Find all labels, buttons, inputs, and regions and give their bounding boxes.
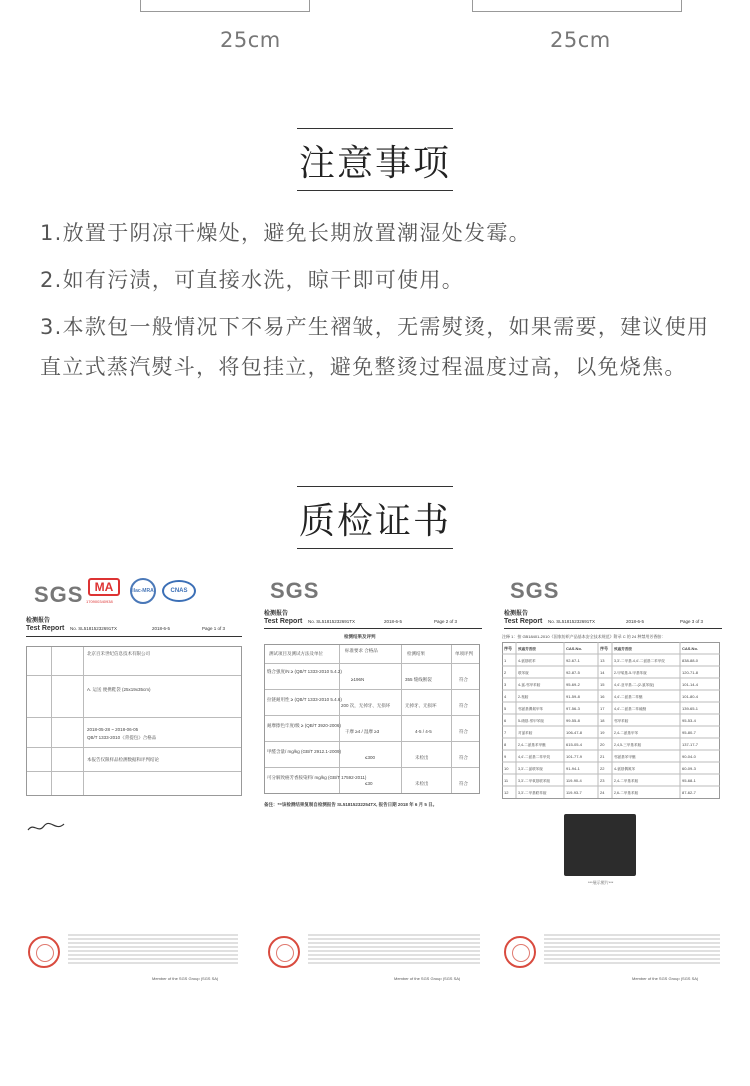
certificate-page-2 — [264, 570, 488, 990]
amine-cell: 2,4-二氨基甲苯 — [614, 731, 639, 735]
table-row — [265, 741, 479, 742]
amine-cell: 12 — [504, 790, 509, 795]
amine-cell: 95-69-2 — [566, 682, 580, 687]
amine-cell: 2-萘胺 — [518, 695, 529, 699]
amine-cell: 邻氨基偶氮甲苯 — [518, 707, 544, 711]
amine-table-note: 注释 1：按 GB18401-2010《国家纺织产品基本安全技术规范》附录 C 的 24 种禁用芳香胺： — [502, 634, 666, 639]
row-2-result: 无掉牙、无损坏 — [405, 703, 437, 708]
report-title-cn: 检测报告 — [264, 611, 289, 617]
report-title-en: Test Report — [264, 618, 303, 625]
table-col — [83, 647, 84, 795]
dimension-bracket-right — [472, 0, 682, 12]
amine-table — [502, 642, 720, 802]
table-row — [265, 767, 479, 768]
dimension-label-right: 25cm — [550, 28, 611, 52]
cert-title: 质检证书 — [297, 486, 453, 549]
table-col — [339, 645, 340, 793]
table-row — [27, 771, 241, 772]
amine-col-header: CAS.No. — [566, 646, 582, 651]
amine-cell: 4,4'-二氨基二苯甲烷 — [518, 755, 551, 759]
amine-cell: 8 — [504, 742, 507, 747]
row-4-result: 未检出 — [415, 755, 429, 760]
row-3-item: 耐摩擦色牢度/级 ≥ (QB/T 3920-2006) — [267, 723, 341, 728]
row-5-verdict: 符合 — [459, 781, 468, 786]
amine-col-header: 致癌芳香胺 — [614, 647, 632, 651]
table-col — [51, 647, 52, 795]
member-footer: Member of the SGS Group (SGS SA) — [152, 976, 219, 981]
amine-cell: 119-93-7 — [566, 790, 582, 795]
amine-cell: 99-55-8 — [566, 718, 580, 723]
amine-cell: 95-53-4 — [682, 718, 696, 723]
sgs-logo: SGS — [270, 578, 320, 603]
amine-cell: 106-47-8 — [566, 730, 583, 735]
amine-cell: 21 — [600, 754, 605, 759]
note-item-2: 2.如有污渍，可直接水洗，晾干即可使用。 — [40, 268, 465, 292]
report-date: 2018-6-5 — [384, 619, 403, 624]
amine-cell: 5 — [504, 706, 507, 711]
report-date: 2018-6-5 — [152, 626, 171, 631]
amine-cell: 5-硝基-邻甲苯胺 — [518, 719, 544, 723]
row-5-result: 未检出 — [415, 781, 429, 786]
amine-cell: 19 — [600, 730, 605, 735]
fine-print — [544, 934, 720, 966]
row-2-req: 200 次，无掉牙、无损坏 — [341, 703, 391, 708]
amine-cell: 3,3'-二甲基联苯胺 — [518, 791, 547, 795]
report-date: 2018-6-5 — [626, 619, 645, 624]
amine-cell: 615-05-4 — [566, 742, 583, 747]
amine-cell: 2,4-二甲基苯胺 — [614, 779, 639, 783]
amine-cell: 97-56-3 — [566, 706, 580, 711]
table-row — [27, 717, 241, 718]
report-note: 备注：*=该检测结果复制自检测报告 SL51815232254TX, 报告日期 2018 年 6 月 5 日。 — [264, 802, 438, 807]
row-3-result: 4-5 / 4-5 — [415, 729, 432, 734]
sample-value: A. 运送 便携鞋袋 (25x19x35cm) — [87, 687, 151, 692]
col-header-req: 标准要求 合格品 — [345, 648, 378, 653]
amine-cell: 9 — [504, 754, 507, 759]
table-row — [27, 747, 241, 748]
amine-cell: 3 — [504, 682, 507, 687]
amine-cell: 7 — [504, 730, 507, 735]
amine-cell: 20 — [600, 742, 605, 747]
amine-cell: 4 — [504, 694, 507, 699]
notes-title-wrap — [0, 128, 750, 191]
report-page: Page 2 of 3 — [434, 619, 458, 624]
results-table-title: 检测结果及评判 — [344, 634, 376, 639]
row-2-verdict: 符合 — [459, 703, 468, 708]
amine-cell: 4-氨基联苯 — [518, 659, 536, 663]
note-item-1: 1.放置于阴凉干燥处，避免长期放置潮湿处发霉。 — [40, 221, 531, 245]
amine-cell: 101-14-4 — [682, 682, 699, 687]
amine-cell: 838-88-0 — [682, 658, 699, 663]
report-no: No. SL51815232691TX — [308, 619, 356, 624]
red-stamp — [28, 936, 60, 968]
amine-cell: 对氯苯胺 — [518, 731, 533, 735]
report-title-en: Test Report — [504, 618, 543, 625]
certificate-page-3 — [500, 570, 726, 990]
amine-col-header: 序号 — [504, 646, 512, 651]
amine-cell: 90-04-0 — [682, 754, 696, 759]
amine-cell: 14 — [600, 670, 605, 675]
red-stamp — [504, 936, 536, 968]
product-photo — [564, 814, 636, 876]
cnas-logo: CNAS — [162, 580, 196, 602]
dimension-label-left: 25cm — [220, 28, 281, 52]
row-1-item: 缝合强度/N ≥ (QB/T 1333-2010 5.4.2) — [267, 669, 342, 674]
amine-cell: 18 — [600, 718, 605, 723]
fine-print — [308, 934, 480, 966]
applicant-value: 北京百禾世纪信息技术有限公司 — [87, 651, 150, 656]
amine-cell: 119-90-4 — [566, 778, 582, 783]
amine-cell: 4-氯-邻甲苯胺 — [518, 683, 541, 687]
amine-cell: 3,3'-二甲基-4,4'-二氨基二苯甲烷 — [614, 659, 665, 663]
results-table — [264, 644, 480, 794]
amine-cell: 6 — [504, 718, 507, 723]
amine-cell: 91-59-8 — [566, 694, 580, 699]
amine-cell: 92-67-1 — [566, 658, 580, 663]
amine-cell: 联苯胺 — [518, 671, 529, 675]
table-row — [265, 663, 479, 664]
row-5-item: 可分解致癌芳香胺染料/ mg/kg (GB/T 17592-2011) — [267, 775, 367, 780]
amine-cell: 2,4,5-三甲基苯胺 — [614, 743, 642, 747]
amine-cell: 11 — [504, 778, 509, 783]
amine-cell: 4,4'-亚甲基-二-(2-氯苯胺) — [614, 683, 655, 687]
report-info-table — [26, 646, 242, 796]
row-1-result: 355 缝线断裂 — [405, 677, 432, 682]
amine-cell: 邻氨基苯甲醚 — [614, 755, 636, 759]
table-col — [451, 645, 452, 793]
table-row — [27, 675, 241, 676]
amine-cell: 22 — [600, 766, 605, 771]
ma-code: 170900340938 — [86, 599, 113, 604]
notes-list — [40, 213, 712, 394]
divider — [26, 636, 242, 637]
amine-cell: 139-65-1 — [682, 706, 699, 711]
row-1-req: ≥196N — [351, 677, 365, 682]
report-no: No. SL51815232691TX — [70, 626, 118, 631]
col-header-item: 测试项目及测试方法及单位 — [269, 651, 323, 656]
table-row — [265, 715, 479, 716]
row-3-verdict: 符合 — [459, 729, 468, 734]
row-4-req: ≤300 — [365, 755, 375, 760]
sgs-logo: SGS — [34, 582, 84, 607]
amine-cell: 4,4'-二氨基二苯醚 — [614, 695, 643, 699]
amine-cell: 95-80-7 — [682, 730, 696, 735]
amine-cell: 101-80-4 — [682, 694, 699, 699]
dimension-right — [472, 0, 682, 60]
cert-title-wrap — [0, 486, 750, 549]
divider — [264, 628, 482, 629]
amine-cell: 1 — [504, 658, 507, 663]
ma-logo: MA — [88, 578, 120, 596]
amine-cell: 13 — [600, 658, 605, 663]
report-title-cn: 检测报告 — [504, 611, 529, 617]
amine-cell: 92-87-5 — [566, 670, 580, 675]
table-row — [265, 689, 479, 690]
amine-cell: 15 — [600, 682, 605, 687]
amine-cell: 邻甲苯胺 — [614, 719, 629, 723]
dimension-bracket-left — [140, 0, 310, 12]
amine-cell: 95-68-1 — [682, 778, 696, 783]
table-col — [401, 645, 402, 793]
ilac-logo: ilac-MRA — [130, 578, 156, 604]
member-footer: Member of the SGS Group (SGS SA) — [632, 976, 699, 981]
row-1-verdict: 符合 — [459, 677, 468, 682]
amine-cell: 87-62-7 — [682, 790, 696, 795]
dimension-left — [140, 0, 310, 60]
amine-col-header: 致癌芳香胺 — [518, 647, 536, 651]
note-item-3: 3.本款包一般情况下不易产生褶皱，无需熨烫，如果需要，建议使用直立式蒸汽熨斗，将包挂立，避免整烫过程温度过高，以免烧焦。 — [40, 315, 710, 379]
signature — [26, 820, 66, 836]
row-4-verdict: 符合 — [459, 755, 468, 760]
row-2-item: 拉链耐用性 ≥ (QB/T 1333-2010 5.4.6) — [267, 697, 342, 702]
report-page: Page 3 of 3 — [680, 619, 704, 624]
amine-cell: 2,4-二氨基苯甲醚 — [518, 743, 546, 747]
amine-cell: 2,6-二甲基苯胺 — [614, 791, 639, 795]
member-footer: Member of the SGS Group (SGS SA) — [394, 976, 461, 981]
amine-cell: 2 — [504, 670, 507, 675]
report-no: No. SL51815232691TX — [548, 619, 596, 624]
amine-cell: 24 — [600, 790, 605, 795]
amine-cell: 16 — [600, 694, 605, 699]
row-4-item: 甲醛含量/ mg/kg (GB/T 2912.1-2009) — [267, 749, 341, 754]
red-stamp — [268, 936, 300, 968]
amine-cell: 3,3'-二氯联苯胺 — [518, 767, 543, 771]
row-5-req: ≤30 — [365, 781, 373, 786]
amine-cell: 137-17-7 — [682, 742, 699, 747]
report-title-en: Test Report — [26, 625, 65, 632]
amine-cell: 10 — [504, 766, 509, 771]
amine-cell: 3,3'-二甲氧基联苯胺 — [518, 779, 551, 783]
col-header-verdict: 单项评判 — [455, 651, 473, 656]
amine-col-header: CAS.No. — [682, 646, 698, 651]
standard-value: QB/T 1333-2010《背提包》合格品 — [87, 735, 157, 740]
amine-cell: 60-09-3 — [682, 766, 696, 771]
amine-cell: 4-氨基偶氮苯 — [614, 767, 636, 771]
report-page: Page 1 of 3 — [202, 626, 226, 631]
divider — [504, 628, 722, 629]
fine-print — [68, 934, 238, 966]
row-3-req: 干摩 ≥4 / 湿摩 ≥3 — [345, 729, 380, 734]
amine-cell: 91-94-1 — [566, 766, 580, 771]
conclusion-value: 本报告仅限样品检测数据和评判结论 — [87, 757, 159, 762]
amine-cell: 17 — [600, 706, 605, 711]
col-header-result: 检测结果 — [407, 651, 425, 656]
amine-col-header: 序号 — [600, 646, 608, 651]
amine-cell: 120-71-8 — [682, 670, 699, 675]
photo-caption: ***展示照片*** — [588, 880, 614, 885]
amine-cell: 101-77-9 — [566, 754, 583, 759]
amine-cell: 4,4'-二氨基二苯硫醚 — [614, 707, 647, 711]
amine-cell: 23 — [600, 778, 605, 783]
certificate-page-1 — [22, 570, 246, 990]
report-title-cn: 检测报告 — [26, 618, 51, 624]
sgs-logo: SGS — [510, 578, 560, 603]
amine-cell: 2-甲氧基-5-甲基苯胺 — [614, 671, 647, 675]
notes-title: 注意事项 — [297, 128, 453, 191]
date-range-value: 2018-05-28 ~ 2018-06-05 — [87, 727, 139, 732]
